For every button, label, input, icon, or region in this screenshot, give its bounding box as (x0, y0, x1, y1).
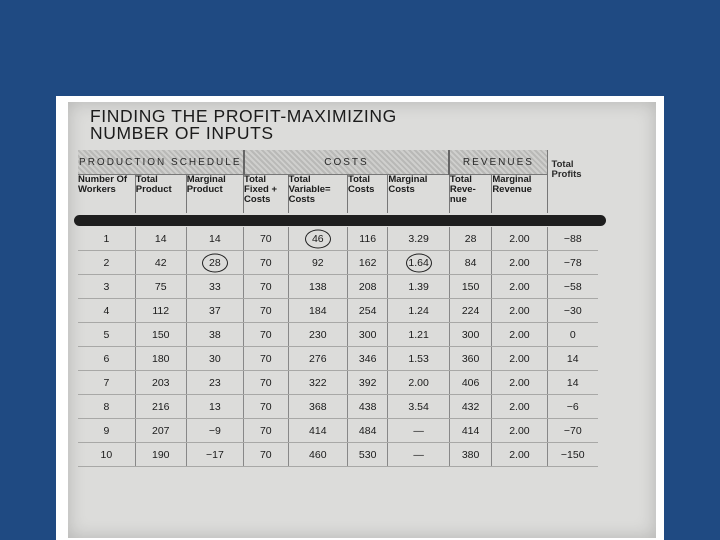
cell-marginal-revenue: 2.00 (492, 395, 547, 419)
cell-total-profits: −150 (547, 443, 598, 467)
cell-total-profits: −6 (547, 395, 598, 419)
cell-variable-costs: 276 (288, 347, 347, 371)
cell-total-revenue: 414 (449, 419, 491, 443)
cell-variable-costs: 414 (288, 419, 347, 443)
cell-marginal-product: 30 (186, 347, 243, 371)
cell-marginal-product: −9 (186, 419, 243, 443)
cell-fixed-costs: 70 (244, 347, 289, 371)
section-header-row (78, 150, 598, 175)
col-total-product: Total Product (135, 175, 186, 214)
col-total-fixed-costs: Total Fixed + Costs (244, 175, 289, 214)
cell-total-revenue: 28 (449, 227, 491, 251)
cell-workers: 6 (78, 347, 135, 371)
cell-total-product: 207 (135, 419, 186, 443)
cell-variable-costs: 184 (288, 299, 347, 323)
section-production: PRODUCTION SCHEDULE (78, 150, 244, 175)
cell-variable-costs: 368 (288, 395, 347, 419)
cell-total-profits: 14 (547, 347, 598, 371)
cell-marginal-product: 14 (186, 227, 243, 251)
cell-marginal-costs: 3.54 (388, 395, 450, 419)
cell-total-profits: −58 (547, 275, 598, 299)
cell-fixed-costs: 70 (244, 419, 289, 443)
cell-marginal-product: 37 (186, 299, 243, 323)
cell-marginal-revenue: 2.00 (492, 347, 547, 371)
cell-marginal-revenue: 2.00 (492, 371, 547, 395)
cell-total-profits: −78 (547, 251, 598, 275)
marker-bar-row (78, 213, 598, 227)
circle-annotation (406, 253, 432, 272)
cell-total-product: 14 (135, 227, 186, 251)
cell-total-product: 75 (135, 275, 186, 299)
cell-marginal-costs: — (388, 419, 450, 443)
cell-total-product: 180 (135, 347, 186, 371)
cell-marginal-costs: 2.00 (388, 371, 450, 395)
cell-fixed-costs: 70 (244, 323, 289, 347)
col-total-revenue: Total Reve-nue (449, 175, 491, 214)
col-total-variable-costs: Total Variable= Costs (288, 175, 347, 214)
cell-fixed-costs: 70 (244, 227, 289, 251)
cell-marginal-revenue: 2.00 (492, 323, 547, 347)
table-row (78, 299, 598, 323)
cell-total-revenue: 406 (449, 371, 491, 395)
cell-total-revenue: 432 (449, 395, 491, 419)
table-row (78, 275, 598, 299)
section-costs: COSTS (244, 150, 450, 175)
cell-total-profits: −70 (547, 419, 598, 443)
cell-workers: 2 (78, 251, 135, 275)
circle-annotation (202, 253, 228, 272)
cell-total-revenue: 224 (449, 299, 491, 323)
cell-workers: 10 (78, 443, 135, 467)
cell-variable-costs: 138 (288, 275, 347, 299)
cell-workers: 1 (78, 227, 135, 251)
cell-total-costs: 300 (348, 323, 388, 347)
col-marginal-costs: Marginal Costs (388, 175, 450, 214)
column-header-row (78, 175, 598, 214)
cell-marginal-costs: 3.29 (388, 227, 450, 251)
cell-total-product: 203 (135, 371, 186, 395)
slide-content (56, 96, 664, 540)
cell-fixed-costs: 70 (244, 443, 289, 467)
cell-total-profits: 14 (547, 371, 598, 395)
col-marginal-revenue: Marginal Revenue (492, 175, 547, 214)
cell-total-costs: 208 (348, 275, 388, 299)
marker-stroke (74, 215, 606, 226)
cell-workers: 9 (78, 419, 135, 443)
title-line-1: FINDING THE PROFIT-MAXIMIZING (90, 106, 397, 126)
cell-fixed-costs: 70 (244, 371, 289, 395)
cell-total-costs: 254 (348, 299, 388, 323)
cell-total-product: 112 (135, 299, 186, 323)
cell-fixed-costs: 70 (244, 395, 289, 419)
cell-variable-costs: 230 (288, 323, 347, 347)
cell-marginal-product: 13 (186, 395, 243, 419)
cell-marginal-revenue: 2.00 (492, 443, 547, 467)
col-marginal-product: Marginal Product (186, 175, 243, 214)
cell-marginal-revenue: 2.00 (492, 275, 547, 299)
cell-marginal-costs: — (388, 443, 450, 467)
cell-marginal-product: 23 (186, 371, 243, 395)
cell-total-costs: 530 (348, 443, 388, 467)
cell-marginal-revenue: 2.00 (492, 251, 547, 275)
cell-total-product: 150 (135, 323, 186, 347)
col-total-costs: Total Costs (348, 175, 388, 214)
cell-workers: 8 (78, 395, 135, 419)
cell-total-costs: 346 (348, 347, 388, 371)
cell-total-revenue: 84 (449, 251, 491, 275)
section-revenues: REVENUES (449, 150, 547, 175)
cell-variable-costs: 46 (288, 227, 347, 251)
table-row (78, 227, 598, 251)
cell-workers: 7 (78, 371, 135, 395)
table-row (78, 419, 598, 443)
page-title (90, 108, 610, 142)
cell-marginal-product: 38 (186, 323, 243, 347)
cell-marginal-costs: 1.53 (388, 347, 450, 371)
cell-marginal-revenue: 2.00 (492, 299, 547, 323)
cell-variable-costs: 460 (288, 443, 347, 467)
cell-workers: 3 (78, 275, 135, 299)
table-row (78, 347, 598, 371)
cell-total-revenue: 360 (449, 347, 491, 371)
circle-annotation (305, 229, 331, 248)
cell-marginal-product: 33 (186, 275, 243, 299)
table-row (78, 251, 598, 275)
cell-fixed-costs: 70 (244, 251, 289, 275)
cell-total-product: 42 (135, 251, 186, 275)
section-total-profits: Total Profits (547, 150, 598, 213)
col-number-of-workers: Number Of Workers (78, 175, 135, 214)
cell-total-costs: 484 (348, 419, 388, 443)
title-line-2: NUMBER OF INPUTS (90, 123, 274, 143)
cell-total-costs: 162 (348, 251, 388, 275)
cell-variable-costs: 92 (288, 251, 347, 275)
cell-marginal-costs: 1.64 (388, 251, 450, 275)
cell-total-revenue: 150 (449, 275, 491, 299)
cell-total-product: 190 (135, 443, 186, 467)
cell-total-costs: 392 (348, 371, 388, 395)
cell-marginal-revenue: 2.00 (492, 227, 547, 251)
cell-total-costs: 438 (348, 395, 388, 419)
cell-fixed-costs: 70 (244, 299, 289, 323)
cell-total-costs: 116 (348, 227, 388, 251)
cell-total-profits: 0 (547, 323, 598, 347)
cell-total-revenue: 300 (449, 323, 491, 347)
cell-fixed-costs: 70 (244, 275, 289, 299)
cell-marginal-revenue: 2.00 (492, 419, 547, 443)
cell-marginal-costs: 1.39 (388, 275, 450, 299)
cell-marginal-product: −17 (186, 443, 243, 467)
cell-marginal-costs: 1.24 (388, 299, 450, 323)
cell-total-product: 216 (135, 395, 186, 419)
table-row (78, 395, 598, 419)
table-row (78, 371, 598, 395)
cell-marginal-product: 28 (186, 251, 243, 275)
scanned-table-image (68, 102, 656, 538)
cell-total-profits: −88 (547, 227, 598, 251)
table-row (78, 443, 598, 467)
cell-workers: 5 (78, 323, 135, 347)
cell-variable-costs: 322 (288, 371, 347, 395)
profit-table (78, 150, 598, 467)
cell-total-revenue: 380 (449, 443, 491, 467)
cell-workers: 4 (78, 299, 135, 323)
cell-marginal-costs: 1.21 (388, 323, 450, 347)
table-body (78, 227, 598, 467)
cell-total-profits: −30 (547, 299, 598, 323)
table-row (78, 323, 598, 347)
